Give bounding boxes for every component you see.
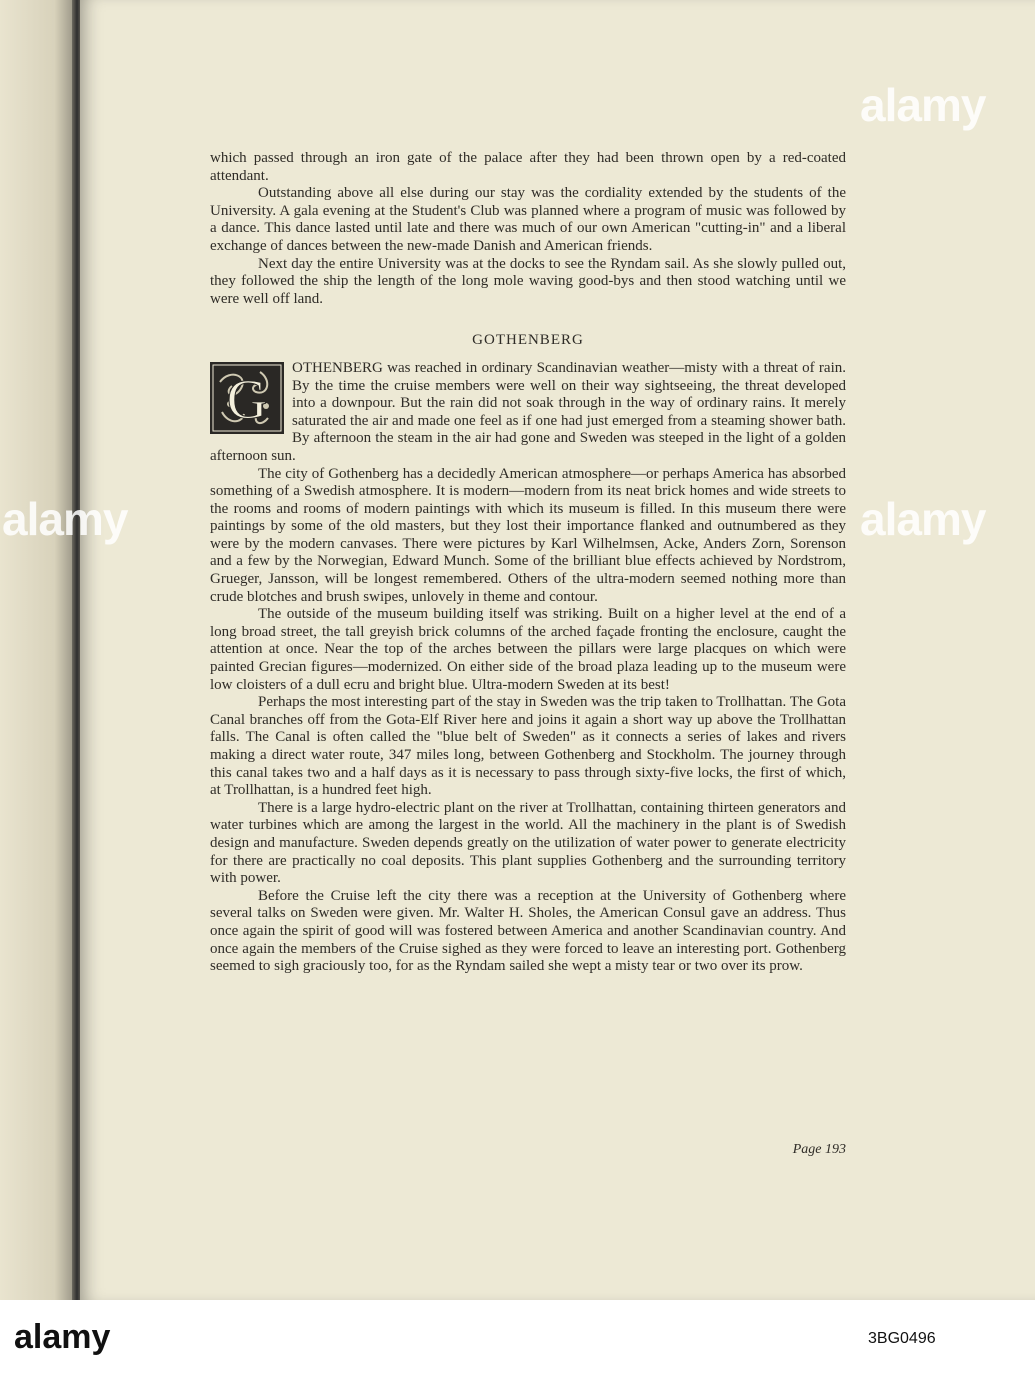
dropcap-letter-shape xyxy=(210,362,284,434)
paragraph-trollhattan: Perhaps the most interesting part of the stay in Sweden was the trip taken to Trollhattan. The Gota Canal branches off from the Gota-Elf River here and joins it again a short way up above the Trollhattan falls. The Canal is often called the "blue belt of Sweden" as it connects a series of lakes and rivers making a direct water route, 347 miles long, between Gothenberg and Stockholm. The journey through this canal takes two and a half days as it is necessary to pass through sixty-five locks, the first of which, at Trollhattan, is a hundred feet high. xyxy=(210,694,846,799)
paragraph-hydro-plant: There is a large hydro-electric plant on the river at Trollhattan, containing thirteen generators and water turbines which are among the largest in the world. All the machinery in the plant is of Swedish design and manufacture. Sweden depends greatly on the utilization of water power to generate electricity for there are practically no coal deposits. This plant supplies Gothenberg and the surrounding territory with power. xyxy=(210,799,846,887)
paragraph-city: The city of Gothenberg has a decidedly American atmosphere—or perhaps America has absorbed something of a Swedish atmosphere. It is modern—modern from its neat brick homes and wide streets to the rooms and rooms of modern paintings with which its museum is filled. In this museum there were paintings by some of the old masters, but they lost their importance flanked and outnumbered as they were by the modern canvases. There were pictures by Karl Wilhelmsen, Acke, Anders Zorn, Sorenson and a few by the Norwegian, Edward Munch. Some of the brilliant blue effects achieved by Nordstrom, Grueger, Jansson, will be longest remembered. Others of the ultra-modern seemed nothing more than crude blotches and brush swipes, unlovely in theme and contour. xyxy=(210,465,846,605)
page-number: Page 193 xyxy=(792,1142,846,1157)
paragraph-1: which passed through an iron gate of the palace after they had been thrown open by a red-coated attendant. xyxy=(210,150,846,184)
paragraph-gothenberg-intro xyxy=(210,360,846,466)
paragraph-reception: Before the Cruise left the city there was a reception at the University of Gothenberg where several talks on Sweden were given. Mr. Walter H. Sholes, the American Consul gave an address. Thus once again the spirit of good will was fostered between America and another Scandinavian country. And once again the members of the Cruise sighed as they were forced to leave an interesting port. Gothenberg seemed to sigh graciously too, for as the Ryndam sailed she wept a misty tear or two over its prow. xyxy=(210,887,846,975)
left-facing-page xyxy=(0,0,78,1300)
svg-text:G: G xyxy=(226,368,268,431)
paragraph-museum: The outside of the museum building itself was striking. Built on a higher level at the end of a long broad street, the tall greyish brick columns of the arched façade fronting the enclosure, caught the attention at once. Near the top of the arches between the pillars were large placques on which were painted Grecian figures—modernized. On either side of the broad plaza leading up to the museum were low cloisters of a dull ecru and bright blue. Ultra-modern Sweden at its best! xyxy=(210,606,846,693)
page-text xyxy=(210,150,846,976)
paragraph-3: Next day the entire University was at the docks to see the Ryndam sail. As she slowly pulled out, they followed the ship the length of the long mole waving good-bys and then stood watching until we were well off land. xyxy=(210,255,846,307)
intro-text: OTHENBERG was reached in ordinary Scandinavian weather—misty with a threat of rain. By the time the cruise members were well on their way sightseeing, the threat developed into a downpour. But the rain did not soak through in the way of ordinary rains. It merely saturated the air and made one feel as if one had just emerged from a steaming shower bath. By afternoon the steam in the air had gone and Sweden was steeped in the light of a golden afternoon sun. xyxy=(210,359,846,464)
watermark-mid-right: alamy xyxy=(860,493,986,545)
watermark-top-right: alamy xyxy=(860,79,986,131)
paragraph-2: Outstanding above all else during our stay was the cordiality extended by the students of the University. A gala evening at the Student's Club was planned where a program of music was followed by a dance. This dance lasted until late and there was much of our own American "cutting-in" and a liberal exchange of dances between the new-made Danish and American friends. xyxy=(210,185,846,254)
footer-image-id: 3BG0496 xyxy=(868,1330,936,1347)
watermark-mid-left: alamy xyxy=(2,493,128,545)
section-title: GOTHENBERG xyxy=(472,332,584,349)
ornamental-dropcap-g xyxy=(210,362,284,434)
footer-logo[interactable]: alamy xyxy=(14,1318,111,1356)
